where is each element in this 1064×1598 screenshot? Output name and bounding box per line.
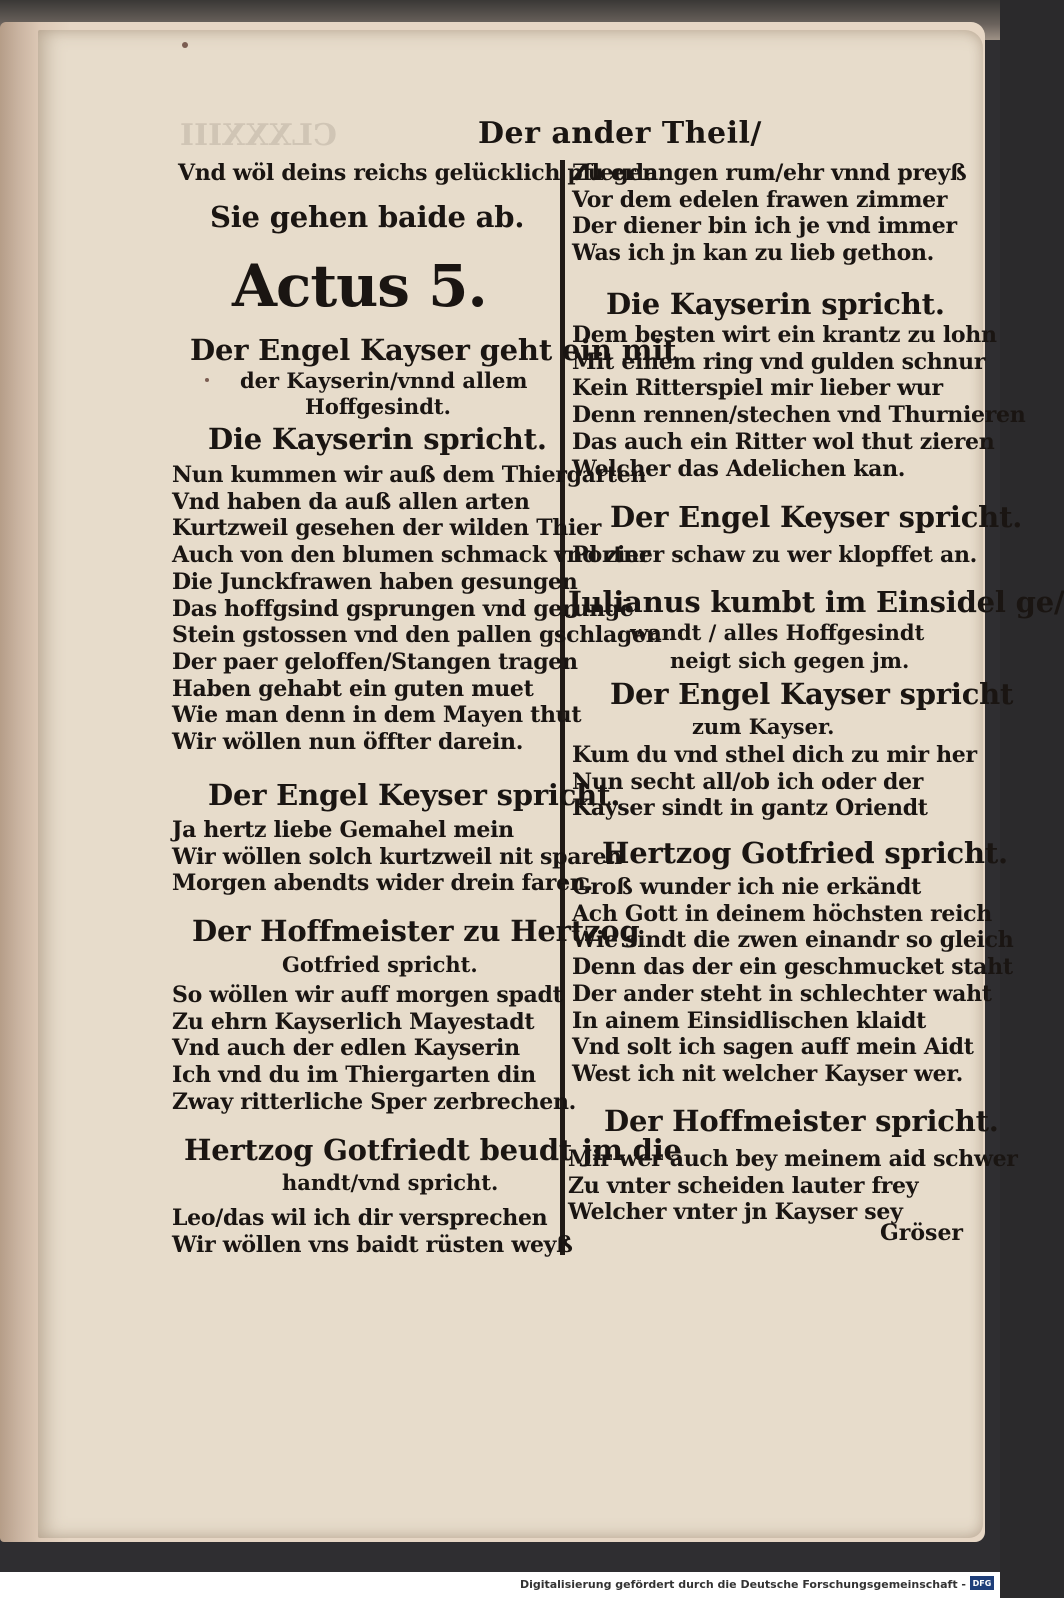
verse-line: Wir wöllen solch kurtzweil nit sparen bbox=[172, 843, 622, 870]
verse-line: Haben gehabt ein guten muet bbox=[172, 675, 534, 702]
verse-line: Ich vnd du im Thiergarten din bbox=[172, 1062, 536, 1089]
bleed-through-folio: CLXXXIII bbox=[180, 118, 337, 153]
verse-line: Was ich jn kan zu lieb gethon. bbox=[572, 240, 935, 267]
verse-block-left-2 bbox=[172, 817, 622, 897]
verse-line: Ach Gott in deinem höchsten reich bbox=[572, 900, 992, 927]
verse-line: Zu vnter scheiden lauter frey bbox=[568, 1172, 919, 1199]
verse-block-right-5 bbox=[568, 1146, 1018, 1226]
speaker-heading: Der Engel Keyser spricht. bbox=[610, 500, 1023, 534]
verse-line: Mit einem ring vnd gulden schnur bbox=[572, 348, 986, 375]
verse-line: Wir wöllen nun öffter darein. bbox=[172, 729, 524, 756]
verse-line: Denn rennen/stechen vnd Thurnieren bbox=[572, 402, 1026, 429]
verse-line: Das hoffgsind gsprungen vnd gerungē bbox=[172, 595, 634, 622]
speaker-heading: Die Kayserin spricht. bbox=[606, 287, 945, 321]
verse-line: Nun secht all/ob ich oder der bbox=[572, 768, 924, 795]
verse-line: Kurtzweil gesehen der wilden Thier bbox=[172, 515, 602, 542]
verse-block-right-1 bbox=[572, 322, 1025, 482]
verse-line: Morgen abendts wider drein faren. bbox=[172, 870, 593, 897]
speaker-heading: Der Hoffmeister zu Hertzog bbox=[192, 914, 640, 948]
verse-line: Vnd auch der edlen Kayserin bbox=[172, 1035, 520, 1062]
speaker-heading: Der Engel Keyser spricht. bbox=[208, 778, 621, 812]
verse-line: Welcher vnter jn Kayser sey bbox=[568, 1199, 903, 1226]
paper-speck bbox=[182, 42, 188, 48]
verse-line: Denn das der ein geschmucket staht bbox=[572, 954, 1013, 981]
left-top-line: Vnd wöl deins reichs gelücklich pflegen. bbox=[178, 160, 666, 186]
verse-line: In ainem Einsidlischen klaidt bbox=[572, 1007, 926, 1034]
verse-line: Der ander steht in schlechter waht bbox=[572, 980, 992, 1007]
verse-line: Stein gstossen vnd den pallen gschlagen bbox=[172, 622, 662, 649]
verse-block-left-3 bbox=[172, 982, 576, 1116]
speaker-heading-cont: Gotfried spricht. bbox=[282, 952, 478, 977]
stage-direction: Julianus kumbt im Einsidel ge/ bbox=[568, 585, 1064, 619]
verse-line: Kayser sindt in gantz Oriendt bbox=[572, 795, 928, 822]
verse-line: Vnd solt ich sagen auff mein Aidt bbox=[572, 1034, 974, 1061]
verse-line: So wöllen wir auff morgen spadt bbox=[172, 982, 563, 1008]
speaker-heading-cont: handt/vnd spricht. bbox=[282, 1170, 499, 1195]
verse-line: Die Junckfrawen haben gesungen bbox=[172, 568, 578, 595]
verse-line: Der diener bin ich je vnd immer bbox=[572, 213, 957, 240]
verse-line: West ich nit welcher Kayser wer. bbox=[572, 1060, 963, 1087]
verse-line: Ja hertz liebe Gemahel mein bbox=[172, 817, 514, 843]
verse-line: Portner schaw zu wer klopffet an. bbox=[572, 542, 977, 568]
verse-line: Das auch ein Ritter wol thut zieren bbox=[572, 428, 995, 455]
verse-line: Kein Ritterspiel mir lieber wur bbox=[572, 375, 943, 402]
verse-line: Wie sindt die zwen einandr so gleich bbox=[572, 927, 1014, 954]
verse-block-right-0 bbox=[572, 160, 966, 267]
verse-block-left-4 bbox=[172, 1205, 573, 1258]
verse-line: Welcher das Adelichen kan. bbox=[572, 455, 906, 482]
entrance-line-3: Hoffgesindt. bbox=[305, 394, 451, 419]
verse-line: Mir wer auch bey meinem aid schwer bbox=[568, 1146, 1018, 1172]
speaker-heading-cont: zum Kayser. bbox=[692, 714, 835, 739]
verse-line: Wir wöllen vns baidt rüsten weyß bbox=[172, 1231, 573, 1258]
verse-block-right-3 bbox=[572, 742, 977, 822]
verse-line: Zu ehrn Kayserlich Mayestadt bbox=[172, 1008, 535, 1035]
act-title: Actus 5. bbox=[232, 252, 487, 320]
verse-line: Leo/das wil ich dir versprechen bbox=[172, 1205, 548, 1231]
catchword: Gröser bbox=[880, 1220, 964, 1246]
speaker-heading: Der Engel Kayser spricht bbox=[610, 677, 1014, 711]
verse-line: Vnd haben da auß allen arten bbox=[172, 488, 530, 515]
running-head: Der ander Theil/ bbox=[478, 116, 762, 151]
verse-line: Zu erlangen rum/ehr vnnd preyß bbox=[572, 160, 967, 186]
stage-direction-cont: wandt / alles Hoffgesindt bbox=[630, 620, 925, 645]
verse-block-right-4 bbox=[572, 874, 1013, 1088]
entrance-line-2: der Kayserin/vnnd allem bbox=[240, 368, 528, 393]
verse-line: Dem besten wirt ein krantz zu lohn bbox=[572, 322, 997, 348]
verse-line: Nun kummen wir auß dem Thiergarten bbox=[172, 462, 647, 488]
verse-line: Kum du vnd sthel dich zu mir her bbox=[572, 742, 977, 768]
verse-line: Zway ritterliche Sper zerbrechen. bbox=[172, 1088, 577, 1115]
speaker-heading: Der Hoffmeister spricht. bbox=[604, 1104, 999, 1138]
stage-direction-cont: neigt sich gegen jm. bbox=[670, 648, 910, 673]
stage-direction: Sie gehen baide ab. bbox=[210, 200, 525, 234]
speaker-heading: Hertzog Gotfried spricht. bbox=[602, 836, 1008, 870]
paper-speck bbox=[205, 378, 209, 382]
verse-line: Auch von den blumen schmack vnd zier bbox=[172, 542, 650, 569]
verse-line: Groß wunder ich nie erkändt bbox=[572, 874, 921, 900]
speaker-heading: Die Kayserin spricht. bbox=[208, 422, 547, 456]
verse-line: Der paer geloffen/Stangen tragen bbox=[172, 648, 578, 675]
entrance-line-1: Der Engel Kayser geht ein mit bbox=[190, 333, 677, 367]
footer-credit: Digitalisierung gefördert durch die Deutsche Forschungsgemeinschaft - bbox=[519, 1578, 966, 1591]
dfg-logo: DFG bbox=[970, 1576, 994, 1590]
verse-line: Wie man denn in dem Mayen thut bbox=[172, 702, 582, 729]
verse-line: Vor dem edelen frawen zimmer bbox=[572, 186, 948, 213]
speaker-heading: Hertzog Gotfriedt beudt jm die bbox=[184, 1133, 682, 1167]
